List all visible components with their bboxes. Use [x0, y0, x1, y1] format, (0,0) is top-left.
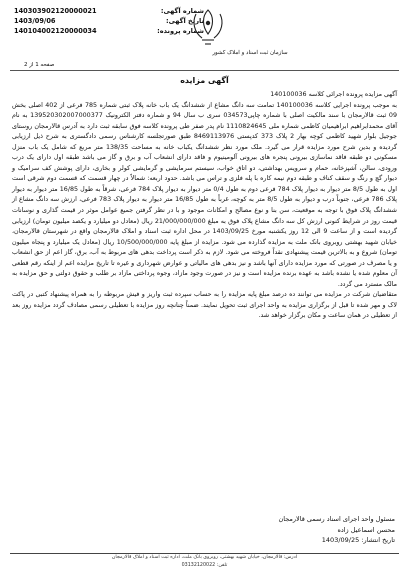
page-number: صفحه 1 از 2: [24, 62, 55, 68]
notice-title: آگهی مزایده: [180, 76, 229, 85]
body-paragraph: متقاضیان شرکت در مزایده می توانند ده درصد مبلغ پایه مزایده را به حساب سپرده ثبت واریز و فیش مربوطه را به همراه پیشنهاد کتبی در پاکت لاک و مهر شده تا قبل از برگزاری مزایده به واحد اجرای ثبت تحویل نمایند. ضمناً چنانچه روز مزایده با تعطیلی رسمی مصادف گردد مزایده روز بعد از تعطیلی در همان ساعت و مکان برگزار خواهد شد.: [12, 291, 397, 320]
body-paragraph: به موجب پرونده اجرایی کلاسه 140100036 تمامت سه دانگ مشاع از ششدانگ یک باب خانه پلاک ثبتی شماره 785 فرعی از 402 اصلی بخش 09 ثبت قالارمجان با سند مالکیت اصلی با شماره چاپی034573 سری ب سال 94 و شماره دفتر الکترونیک 139520302007000377 به نام آقای محمدابراهیم ابراهیمیان کاظمی شماره ملی 1110824645 نام پدر صفر طی پرونده کلاسه فوق سابقه ثبت دارد به آدرس قالارمجان روستای جوجیل بلوار شهید کاظمی کوچه بهار 2 پلاک 373 کدپستی 8469113976 طبق صورتجلسه کارشناس رسمی دادگستری به شرح ذیل ارزیابی گردیده و بدین شرح مورد مزایده قرار می گیرد. ملک مورد نظر ششدانگ یکباب خانه به مساحت 138/35 متر مربع که شامل یک باب منزل مسکونی دو طبقه فاقد نماسازی بیرونی پنجره های بیرونی آلومینیوم و فاقد دارای انشعاب آب و برق و گاز می باشد طبقه اول دارای یک درب ورودی، سالن، آشپزخانه، حمام و سرویس بهداشتی، دو اتاق خواب، سیستم سرمایشی و گرمایشی کولر و بخاری، دارای پوشش کف سرامیک و دیوار گچ و رنگ و سقف کناف و طبقه دوم نیمه کاره با پله فلزی و تراس می باشد. حدود اربعه: شمالاً در چهار قسمت که قسمت دوم شرقی است اول به طول 8/5 متر دیوار به دیوار پلاک 784 فرعی دوم به طول 0/4 متر دیوار به دیوار پلاک 784 فرعی، شرقاً به طول 16/85 متر دیوار به دیوار پلاک 786 فرعی، جنوباً درب و دیوار به طول 8/5 متر به کوچه، غرباً به طول 16/85 متر دیوار به دیوار پلاک 783 فرعی، ارزش سه دانگ مشاع از ششدانگ پلاک فوق با توجه به موقعیت، سن بنا و نوع مصالح و امکانات موجود و با در نظر گرفتن جمیع عوامل موثر در قیمت گذاری و نوسانات قیمت روز در شرایط کنونی ارزش کل سه دانگ مشاع پلاک فوق به مبلغ 21/000/000/000 ریال (معادل دو میلیارد و یکصد میلیون تومان) ارزیابی گردیده است و از ساعت 9 الی 12 روز یکشنبه مورخ 1403/09/25 در محل اداره ثبت اسناد و املاک قالارمجان واقع در شهرستان قالارمجان، خیابان شهید بهشتی روبروی بانک ملت به مزایده گذارده می شود. مزایده از مبلغ پایه 10/500/000/000 ریال (معادل یک میلیارد و پنجاه میلیون تومان) شروع و به بالاترین قیمت پیشنهادی نقداً فروخته می شود. لازم به ذکر است پرداخت بدهی های مربوط به آب، برق، گاز اعم از حق انشعاب و یا مصرف در صورتی که مورد مزایده دارای آنها باشد و نیز بدهی های مالیاتی و عوارض شهرداری و غیره تا تاریخ مزایده اعم از اینکه رقم قطعی آن معلوم شده یا نشده باشد به عهده برنده مزایده است و نیز در صورت وجود مازاد، وجوه پرداختی مازاد بر طلب و حقوق دولتی و حق مزایده به مالک مسترد می گردد.: [12, 101, 398, 288]
footer-contact: تلفن: 03132120022: [181, 563, 228, 568]
footer-divider: [10, 553, 399, 554]
notice-number-label: شماره آگهی:: [160, 7, 204, 15]
notice-number: 140303902120000021: [14, 7, 97, 15]
body-paragraph: آگهی مزایده پرونده اجرائی کلاسه 140100036: [270, 91, 397, 98]
publish-date: تاریخ انتشار: 1403/09/25: [321, 536, 395, 544]
organization-name: سازمان ثبت اسناد و املاک کشور: [212, 50, 288, 56]
signer-title: مسئول واحد اجرای اسناد رسمی قالارمجان: [278, 515, 395, 523]
footer-address: آدرس: قالارمجان، خیابان شهید بهشتی، روبروی بانک ملت، اداره ثبت اسناد و املاک قالارمجان: [111, 555, 298, 560]
notice-date-label: تاریخ آگهی:: [165, 17, 204, 25]
notice-body: [12, 90, 397, 322]
case-number: 140104002120000034: [14, 27, 97, 35]
header-divider: [10, 70, 399, 71]
signature-block: [278, 514, 395, 546]
signer-name: محسن اسماعیل زاده: [337, 525, 395, 534]
case-number-label: شماره پرونده:: [157, 27, 204, 35]
emblem-logo-icon: [172, 4, 244, 50]
notice-date: 1403/09/06: [14, 17, 56, 25]
